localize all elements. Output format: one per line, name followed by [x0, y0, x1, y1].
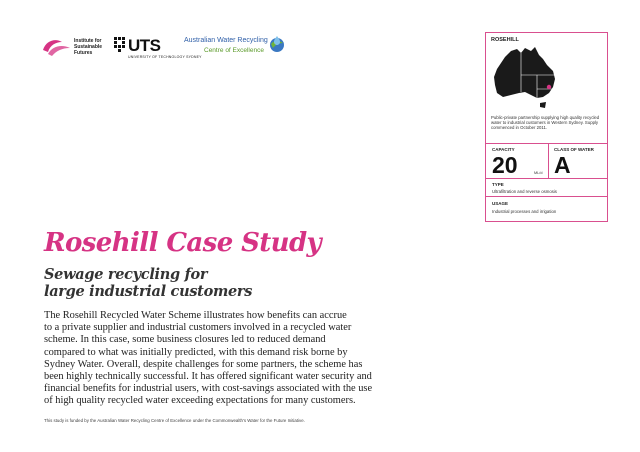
body-line: to a private supplier and industrial customers involved in a recycled water — [44, 322, 352, 334]
water-drop-globe-icon — [268, 35, 286, 53]
isf-logo — [40, 34, 110, 64]
page-title: Rosehill Case Study — [44, 228, 322, 258]
uts-logo — [114, 36, 202, 62]
body-line: compared to what was initially predicted, with this demand risk borne by — [44, 346, 348, 358]
type-label: TYPE — [492, 182, 504, 187]
funding-note: This study is funded by the Australian Water Recycling Centre of Excellence under the Commonwealth's Water for the Future Initiative. — [44, 418, 305, 423]
capacity-label: CAPACITY — [492, 147, 515, 152]
body-line: The Rosehill Recycled Water Scheme illustrates how benefits can accrue — [44, 310, 347, 321]
subtitle-line: large industrial customers — [44, 283, 253, 300]
uts-mark-icon — [114, 37, 126, 53]
class-of-water-value: A — [554, 152, 571, 178]
awr-logo-line2: Centre of Excellence — [204, 47, 264, 54]
card-divider — [486, 178, 607, 179]
body-line: scheme. In this case, some business closures led to reduced demand — [44, 334, 326, 346]
body-line: Sydney Water. Overall, despite challenges for some partners, the scheme has — [44, 358, 363, 370]
awr-logo-line1: Australian Water Recycling — [184, 37, 268, 44]
card-divider — [486, 143, 607, 144]
uts-wordmark: UTS — [128, 36, 161, 55]
class-of-water-label: CLASS OF WATER — [554, 147, 594, 152]
type-value: Ultrafiltration and reverse osmosis — [492, 189, 557, 194]
capacity-value: 20 — [492, 152, 518, 178]
usage-label: USAGE — [492, 201, 509, 206]
body-line: financial benefits for industrial users, with cost-savings associated with the use — [44, 383, 373, 395]
usage-value: Industrial processes and irrigation — [492, 209, 557, 214]
capacity-unit: ML/d — [534, 171, 543, 175]
body-paragraph — [44, 310, 416, 408]
body-line: of high quality recycled water exceeding expectations for many customers. — [44, 395, 356, 407]
subtitle-line: Sewage recycling for — [44, 266, 208, 283]
card-description: Public-private partnership supplying high quality recycled water to industrial customers in Western Sydney. Supply commenced in October 2011. — [491, 115, 600, 131]
australia-map-icon — [491, 45, 561, 113]
body-line: been highly technically successful. It has offered significant water security and — [44, 371, 372, 383]
page-subtitle — [44, 266, 252, 300]
card-column-divider — [548, 144, 549, 178]
awr-logo — [184, 37, 304, 63]
card-divider — [486, 196, 607, 197]
uts-subtitle: UNIVERSITY OF TECHNOLOGY SYDNEY — [128, 55, 202, 59]
partner-logos — [40, 30, 300, 66]
scheme-info-card — [485, 32, 608, 222]
card-title: ROSEHILL — [491, 37, 519, 43]
isf-swoosh-icon — [40, 34, 74, 60]
isf-logo-text: Institute for Sustainable Futures — [74, 38, 103, 56]
